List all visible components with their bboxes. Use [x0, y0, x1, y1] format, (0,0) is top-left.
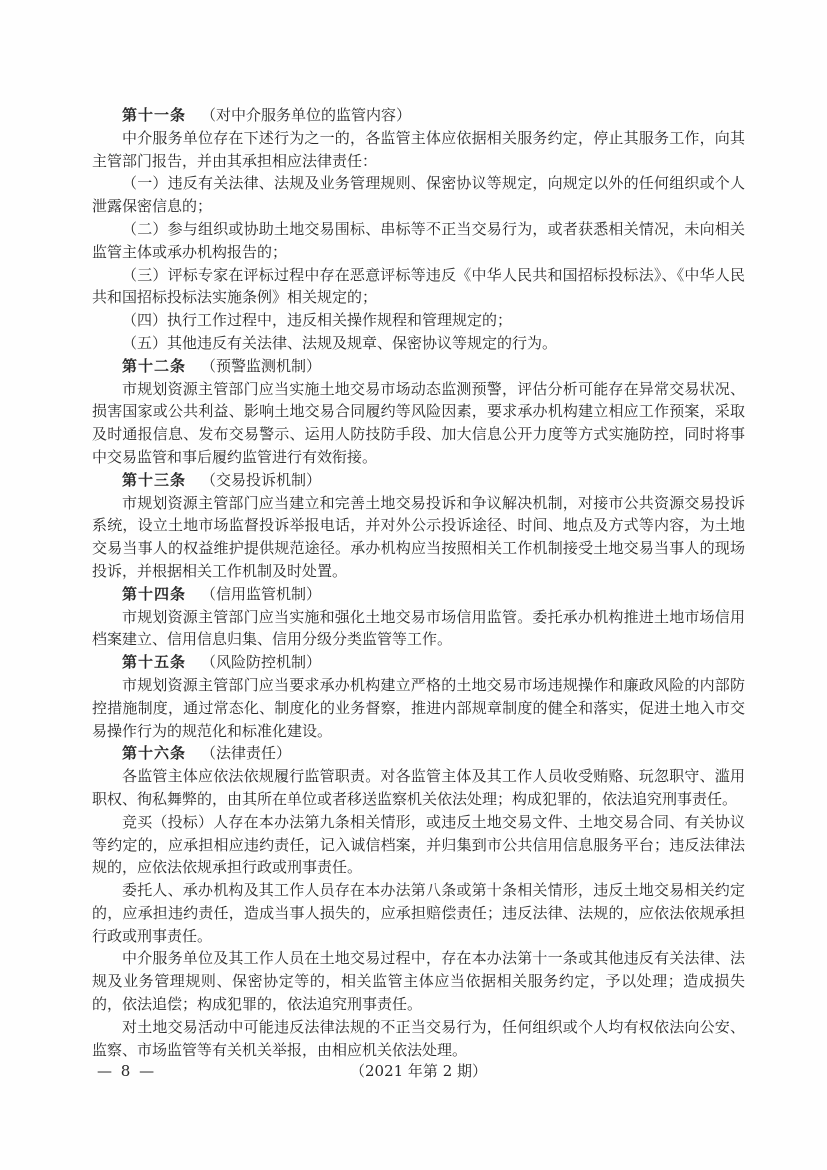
paragraph: 中介服务单位及其工作人员在土地交易过程中，存在本办法第十一条或其他违反有关法律、法规及业务管理规则、保密协定等的，相关监管主体应当依据相关服务约定，予以处理；造成损失的，依法追偿；构成犯罪的，依法追究刑事责任。 — [92, 949, 745, 1014]
paragraph: 委托人、承办机构及其工作人员存在本办法第八条或第十条相关情形，违反土地交易相关约定的，应承担违约责任，造成当事人损失的，应承担赔偿责任；违反法律、法规的，应依法依规承担行政或刑事责任。 — [92, 881, 745, 945]
article-number: 第十三条 — [122, 470, 187, 489]
article-heading — [92, 469, 745, 492]
paragraph: 中介服务单位存在下述行为之一的，各监管主体应依据相关服务约定，停止其服务工作，向其主管部门报告，并由其承担相应法律责任： — [92, 128, 745, 170]
paragraph: （五）其他违反有关法律、法规及规章、保密协议等规定的行为。 — [122, 333, 558, 352]
paragraph: （二）参与组织或协助土地交易围标、串标等不正当交易行为，或者获悉相关情况，未向相关监管主体或承办机构报告的； — [92, 219, 745, 261]
article-number: 第十五条 — [122, 653, 187, 672]
article-number: 第十四条 — [122, 584, 187, 603]
article-title: （交易投诉机制） — [201, 470, 322, 489]
paragraph: 市规划资源主管部门应当实施土地交易市场动态监测预警，评估分析可能存在异常交易状况、损害国家或公共利益、影响土地交易合同履约等风险因素，要求承办机构建立相应工作预案，采取及时通报信息、发布交易警示、运用人防技防手段、加大信息公开力度等方式实施防控，同时将事中交易监管和事后履约监管进行有效衔接。 — [92, 379, 745, 466]
page-footer — [92, 1059, 745, 1083]
paragraph: 市规划资源主管部门应当建立和完善土地交易投诉和争议解决机制，对接市公共资源交易投诉系统，设立土地市场监督投诉举报电话，并对外公示投诉途径、时间、地点及方式等内容，为土地交易当事人的权益维护提供规范途径。承办机构应当按照相关工作机制接受土地交易当事人的现场投诉，并根据相关工作机制及时处置。 — [92, 493, 745, 580]
paragraph: 对土地交易活动中可能违反法律法规的不正当交易行为，任何组织或个人均有权依法向公安、监察、市场监管等有关机关举报，由相应机关依法处理。 — [92, 1017, 745, 1059]
paragraph: （一）违反有关法律、法规及业务管理规则、保密协议等规定，向规定以外的任何组织或个人泄露保密信息的； — [92, 174, 745, 216]
article-heading — [92, 742, 745, 765]
paragraph: （三）评标专家在评标过程中存在恶意评标等违反《中华人民共和国招标投标法》、《中华人民共和国招标投标法实施条例》相关规定的； — [92, 265, 745, 307]
article-heading — [92, 355, 745, 378]
paragraph: （四）执行工作过程中，违反相关操作规程和管理规定的； — [122, 311, 513, 330]
article-heading — [92, 651, 745, 674]
paragraph: 竞买（投标）人存在本办法第九条相关情形，或违反土地交易文件、土地交易合同、有关协议等约定的，应承担相应违约责任，记入诚信档案，并归集到市公共信用信息服务平台；违反法律法规的，应依法依规承担行政或刑事责任。 — [92, 812, 745, 877]
article-number: 第十二条 — [122, 356, 187, 375]
article-number: 第十六条 — [122, 744, 187, 763]
article-title: （法律责任） — [201, 744, 292, 763]
article-title: （预警监测机制） — [201, 356, 322, 375]
article-heading — [92, 583, 745, 606]
issue-label: （2021 年第 2 期） — [349, 1062, 488, 1080]
article-title: （对中介服务单位的监管内容） — [201, 106, 412, 124]
article-heading — [92, 104, 745, 127]
paragraph: 市规划资源主管部门应当实施和强化土地交易市场信用监管。委托承办机构推进土地市场信用档案建立、信用信息归集、信用分级分类监管等工作。 — [92, 607, 745, 649]
page-number: — 8 — — [97, 1062, 157, 1080]
paragraph: 市规划资源主管部门应当要求承办机构建立严格的土地交易市场违规操作和廉政风险的内部防控措施制度，通过常态化、制度化的业务督察，推进内部规章制度的健全和落实，促进土地入市交易操作行为的规范化和标准化建设。 — [92, 675, 745, 740]
paragraph: 各监管主体应依法依规履行监管职责。对各监管主体及其工作人员收受贿赂、玩忽职守、滥用职权、徇私舞弊的，由其所在单位或者移送监察机关依法处理；构成犯罪的，依法追究刑事责任。 — [92, 767, 745, 808]
article-title: （风险防控机制） — [201, 653, 322, 672]
article-title: （信用监管机制） — [201, 584, 322, 603]
article-number: 第十一条 — [122, 106, 187, 124]
document-body — [92, 104, 745, 1061]
